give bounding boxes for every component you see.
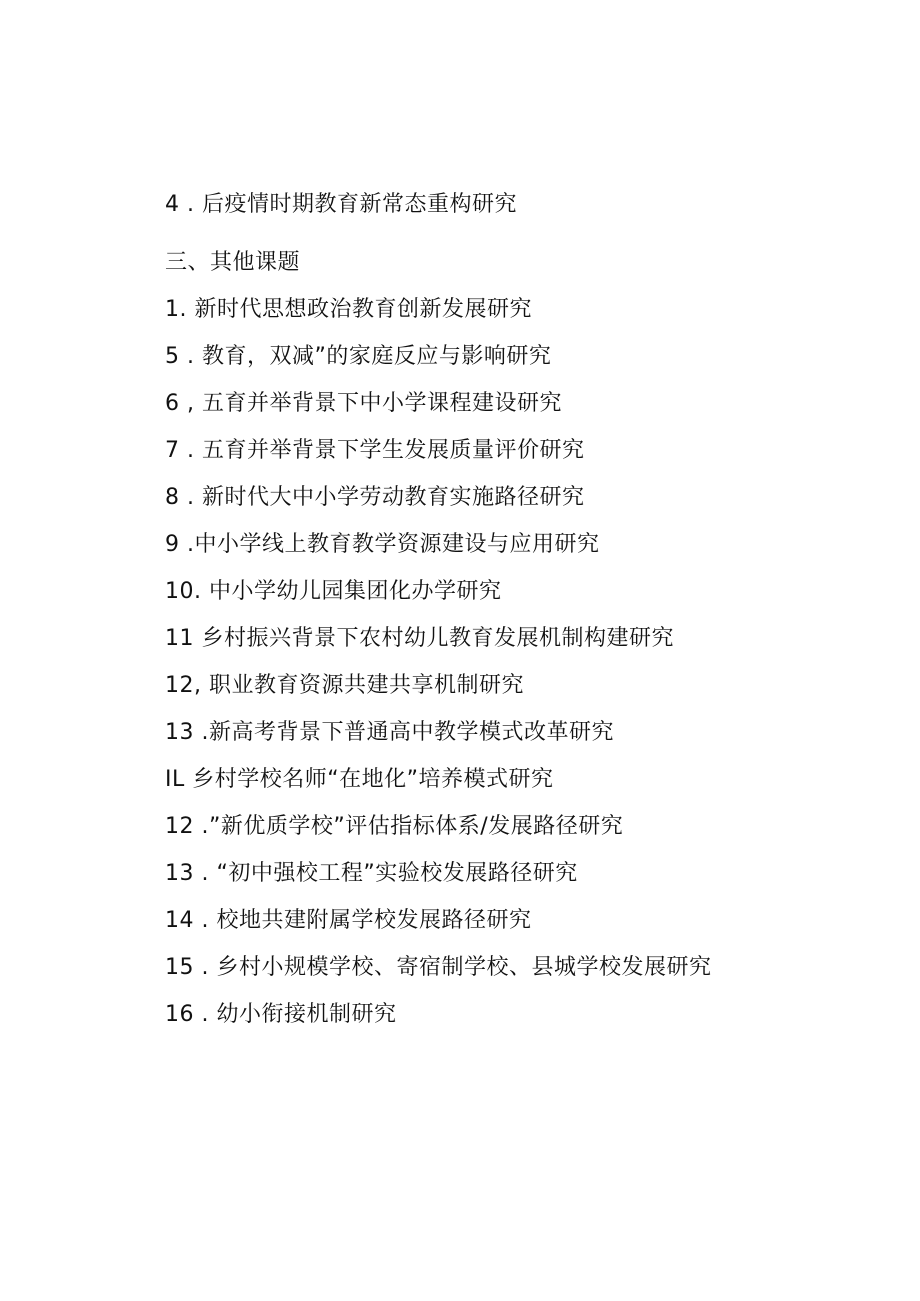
list-item: IL 乡村学校名师“在地化”培养模式研究 [165,767,554,792]
list-item: 12 .”新优质学校”评估指标体系/发展路径研究 [165,814,624,839]
list-item: 1. 新时代思想政治教育创新发展研究 [165,297,532,322]
list-item: 12, 职业教育资源共建共享机制研究 [165,673,524,698]
list-item: 7 . 五育并举背景下学生发展质量评价研究 [165,438,585,463]
list-item: 8 . 新时代大中小学劳动教育实施路径研究 [165,485,585,510]
list-item: 9 .中小学线上教育教学资源建设与应用研究 [165,532,600,557]
list-item: 15 . 乡村小规模学校、寄宿制学校、县城学校发展研究 [165,955,712,980]
list-item: 10. 中小学幼儿园集团化办学研究 [165,579,502,604]
list-item: 4 . 后疫情时期教育新常态重构研究 [165,192,517,217]
list-item: 13 .新高考背景下普通高中教学模式改革研究 [165,720,614,745]
list-item: 11 乡村振兴背景下农村幼儿教育发展机制构建研究 [165,626,674,651]
list-item: 13 . “初中强校工程”实验校发展路径研究 [165,861,578,886]
list-item: 16 . 幼小衔接机制研究 [165,1002,397,1027]
list-item: 5 . 教育，双减”的家庭反应与影响研究 [165,344,552,369]
list-item: 14 . 校地共建附属学校发展路径研究 [165,908,532,933]
section-heading: 三、其他课题 [165,250,301,275]
list-item: 6 , 五育并举背景下中小学课程建设研究 [165,391,562,416]
document-body [165,190,865,1030]
